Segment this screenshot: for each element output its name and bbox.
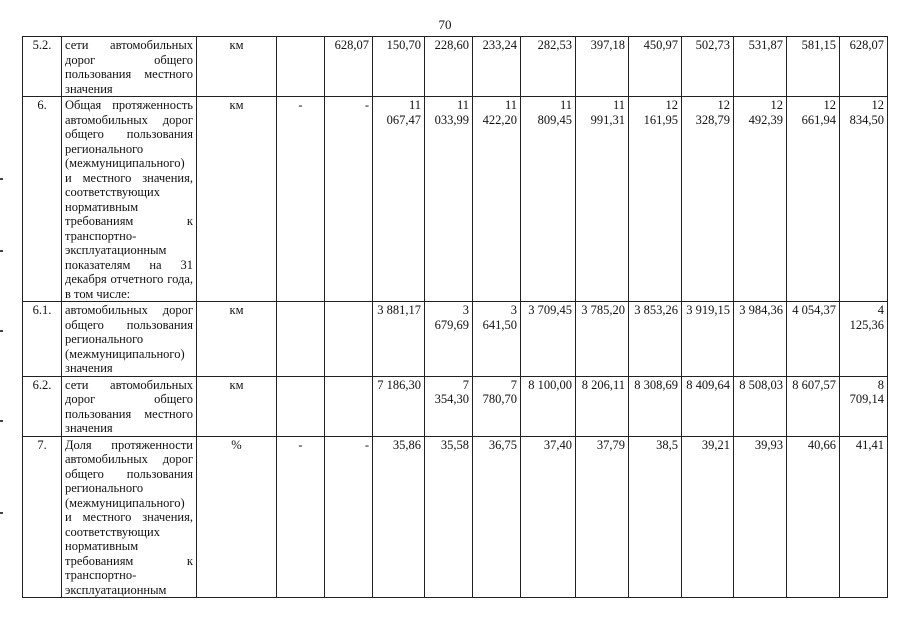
year-value-cell: 450,97	[629, 37, 682, 97]
year-value-cell: 233,24	[473, 37, 521, 97]
scan-margin-marks	[0, 0, 6, 640]
year-value-cell: 7 186,30	[373, 376, 425, 436]
year-value-cell: 8 607,57	[787, 376, 840, 436]
year-value-cell: 7 780,70	[473, 376, 521, 436]
baseline-cell	[277, 302, 325, 377]
year-value-cell: 3 709,45	[521, 302, 576, 377]
indicator-name: сети автомобильных дорог общего пользования местного значения	[62, 376, 197, 436]
year-value-cell: 40,66	[787, 436, 840, 598]
year-value-cell: 35,58	[425, 436, 473, 598]
year-value-cell: 397,18	[576, 37, 629, 97]
year-value-cell: 37,79	[576, 436, 629, 598]
baseline-cell: -	[277, 97, 325, 302]
base-value-cell: -	[325, 436, 373, 598]
year-value-cell: 12 161,95	[629, 97, 682, 302]
year-value-cell: 35,86	[373, 436, 425, 598]
year-value-cell: 12 834,50	[840, 97, 888, 302]
year-value-cell: 150,70	[373, 37, 425, 97]
year-value-cell: 8 409,64	[682, 376, 734, 436]
table-row	[23, 97, 888, 302]
table-row	[23, 302, 888, 377]
year-value-cell: 4 125,36	[840, 302, 888, 377]
baseline-cell: -	[277, 436, 325, 598]
base-value-cell	[325, 302, 373, 377]
table-row	[23, 37, 888, 97]
year-value-cell: 36,75	[473, 436, 521, 598]
year-value-cell: 581,15	[787, 37, 840, 97]
unit-cell: км	[197, 97, 277, 302]
year-value-cell: 3 679,69	[425, 302, 473, 377]
row-number: 7.	[23, 436, 62, 598]
unit-cell: км	[197, 376, 277, 436]
table-row	[23, 376, 888, 436]
base-value-cell: 628,07	[325, 37, 373, 97]
base-value-cell	[325, 376, 373, 436]
year-value-cell: 531,87	[734, 37, 787, 97]
year-value-cell: 8 709,14	[840, 376, 888, 436]
year-value-cell: 11 422,20	[473, 97, 521, 302]
year-value-cell: 11 067,47	[373, 97, 425, 302]
year-value-cell: 37,40	[521, 436, 576, 598]
year-value-cell: 228,60	[425, 37, 473, 97]
page-number: 70	[438, 17, 452, 32]
year-value-cell: 8 206,11	[576, 376, 629, 436]
indicator-table	[22, 36, 888, 598]
year-value-cell: 628,07	[840, 37, 888, 97]
year-value-cell: 3 853,26	[629, 302, 682, 377]
base-value-cell: -	[325, 97, 373, 302]
row-number: 6.2.	[23, 376, 62, 436]
year-value-cell: 8 508,03	[734, 376, 787, 436]
baseline-cell	[277, 376, 325, 436]
year-value-cell: 12 661,94	[787, 97, 840, 302]
year-value-cell: 11 991,31	[576, 97, 629, 302]
year-value-cell: 4 054,37	[787, 302, 840, 377]
year-value-cell: 39,21	[682, 436, 734, 598]
year-value-cell: 3 641,50	[473, 302, 521, 377]
year-value-cell: 7 354,30	[425, 376, 473, 436]
indicator-name: автомобильных дорог общего пользования регионального (межмуниципального) значения	[62, 302, 197, 377]
year-value-cell: 502,73	[682, 37, 734, 97]
year-value-cell: 3 785,20	[576, 302, 629, 377]
year-value-cell: 39,93	[734, 436, 787, 598]
indicator-name: сети автомобильных дорог общего пользования местного значения	[62, 37, 197, 97]
baseline-cell	[277, 37, 325, 97]
year-value-cell: 3 984,36	[734, 302, 787, 377]
row-number: 6.1.	[23, 302, 62, 377]
table-row	[23, 436, 888, 598]
year-value-cell: 8 100,00	[521, 376, 576, 436]
year-value-cell: 3 881,17	[373, 302, 425, 377]
year-value-cell: 8 308,69	[629, 376, 682, 436]
row-number: 6.	[23, 97, 62, 302]
year-value-cell: 38,5	[629, 436, 682, 598]
year-value-cell: 11 809,45	[521, 97, 576, 302]
year-value-cell: 41,41	[840, 436, 888, 598]
unit-cell: км	[197, 302, 277, 377]
unit-cell: %	[197, 436, 277, 598]
unit-cell: км	[197, 37, 277, 97]
year-value-cell: 12 492,39	[734, 97, 787, 302]
indicator-name: Общая протяженность автомобильных дорог общего пользования регионального (межмуниципального) и местного значения, соответствующих нормативным требованиям к транспортно-эксплуатационным показателям на 31 декабря отчетного года, в том числе:	[62, 97, 197, 302]
year-value-cell: 11 033,99	[425, 97, 473, 302]
year-value-cell: 3 919,15	[682, 302, 734, 377]
year-value-cell: 12 328,79	[682, 97, 734, 302]
indicator-name: Доля протяженности автомобильных дорог общего пользования регионального (межмуниципального) и местного значения, соответствующих нормативным требованиям к транспортно-эксплуатационным	[62, 436, 197, 598]
row-number: 5.2.	[23, 37, 62, 97]
year-value-cell: 282,53	[521, 37, 576, 97]
